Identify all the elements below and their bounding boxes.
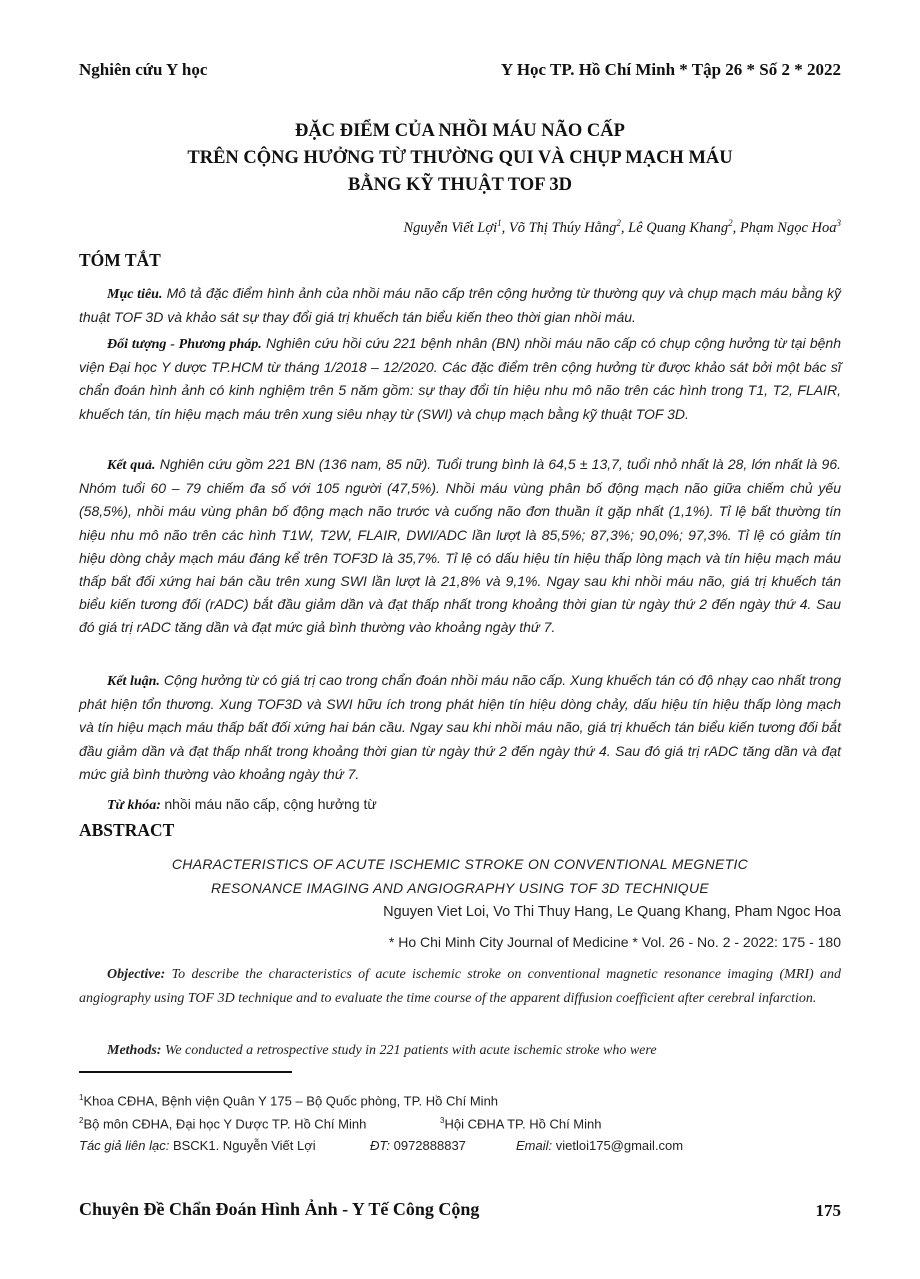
title-line-3: BẰNG KỸ THUẬT TOF 3D: [347, 175, 573, 195]
english-methods-paragraph: [79, 1039, 841, 1063]
keywords: [107, 796, 377, 814]
footnote-1-mark: 1: [79, 1093, 84, 1102]
author-1: Nguyễn Viết Lợi: [403, 219, 498, 236]
phone-value: 0972888837: [393, 1138, 466, 1153]
email-label: Email:: [516, 1138, 553, 1153]
footnote-2-text: Bộ môn CĐHA, Đại học Y Dược TP. Hồ Chí Minh: [83, 1116, 367, 1132]
english-methods-label: Methods:: [107, 1043, 162, 1058]
email-line: [516, 1138, 683, 1153]
english-methods-text: We conducted a retrospective study in 221 patients with acute ischemic stroke who were: [164, 1043, 657, 1058]
footnote-1: [79, 1093, 498, 1108]
phone-label: ĐT:: [370, 1138, 390, 1153]
english-authors: Nguyen Viet Loi, Vo Thi Thuy Hang, Le Quang Khang, Pham Ngoc Hoa: [383, 904, 841, 920]
author-3-affil: 2: [728, 218, 733, 228]
methods-text: Nghiên cứu hồi cứu 221 bệnh nhân (BN) nhồi máu não cấp có chụp cộng hưởng từ tại bệnh viện Đại học Y dược TP.HCM từ tháng 1/2018 – 12/2020. Các đặc điểm trên cộng hưởng từ được khảo sát bởi một bác sĩ chẩn đoán hình ảnh có kinh nghiệm trên 5 năm gồm: sự thay đổi tín hiệu nhu mô não trên các hình trong T1, T2, FLAIR, khuếch tán, tín hiệu mạch máu trên xung siêu nhạy từ (SWI) và chụp mạch bằng kỹ thuật TOF 3D.: [79, 335, 842, 422]
contact-label: Tác giả liên lạc:: [79, 1138, 170, 1153]
english-objective-text: To describe the characteristics of acute ischemic stroke on conventional magnetic resonance imaging (MRI) and angiography using TOF 3D technique and to evaluate the time course of the apparent diffusion coefficient after cerebral infarction.: [79, 967, 842, 1006]
methods-paragraph: [79, 332, 841, 426]
page-number: 175: [815, 1201, 841, 1220]
keywords-text: nhồi máu não cấp, cộng hưởng từ: [164, 796, 377, 812]
author-4-affil: 3: [836, 218, 841, 228]
objective-label: Mục tiêu.: [107, 287, 163, 302]
author-4: Phạm Ngọc Hoa: [739, 219, 837, 236]
english-citation: * Ho Chi Minh City Journal of Medicine * Vol. 26 - No. 2 - 2022: 175 - 180: [388, 934, 841, 950]
objective-paragraph: [79, 282, 841, 329]
contact-line: [79, 1138, 316, 1153]
header-journal-info: Y Học TP. Hồ Chí Minh * Tập 26 * Số 2 * 2022: [500, 60, 841, 79]
running-header: [79, 60, 841, 84]
english-title: [79, 852, 841, 900]
footnote-2-mark: 2: [79, 1116, 84, 1125]
footnote-3: [440, 1116, 601, 1131]
author-3: Lê Quang Khang: [628, 219, 729, 236]
author-1-affil: 1: [497, 218, 502, 228]
title-line-2: TRÊN CỘNG HƯỞNG TỪ THƯỜNG QUI VÀ CHỤP MẠCH MÁU: [187, 148, 733, 168]
methods-label: Đối tượng - Phương pháp.: [107, 337, 262, 352]
footnote-1-text: Khoa CĐHA, Bệnh viện Quân Y 175 – Bộ Quốc phòng, TP. Hồ Chí Minh: [83, 1093, 499, 1109]
results-text: Nghiên cứu gồm 221 BN (136 nam, 85 nữ). Tuổi trung bình là 64,5 ± 13,7, tuổi nhỏ nhất là 28, lớn nhất là 96. Nhóm tuổi 60 – 79 chiếm đa số với 105 người (47,5%). Nhồi máu vùng phân bố động mạch não giữa chiếm chủ yếu (58,5%), nhồi máu vùng phân bố động mạch não trước và cuống não đơn thuần ít gặp nhất (1,1%). Tỉ lệ bất thường tín hiệu nhu mô não trên các hình T1W, T2W, FLAIR, DWI/ADC lần lượt là 85,5%; 87,3%; 90,0%; 97,3%. Tỉ lệ có giảm tín hiệu dòng chảy mạch máu đáng kể trên TOF3D là 35,7%. Tỉ lệ có dấu hiệu tín hiệu thấp lòng mạch và tín hiệu mạch máu thấp bất đối xứng hai bán cầu trên xung SWI lần lượt là 21,8% và 9,1%. Ngay sau khi nhồi máu não, giá trị khuếch tán biểu kiến tương đối (rADC) bắt đầu giảm dần và đạt thấp nhất trong khoảng thời gian từ ngày thứ 2 đến ngày thứ 4. Sau đó giá trị rADC tăng dần và đạt mức giả bình thường vào khoảng ngày thứ 7.: [79, 456, 841, 636]
phone-line: [370, 1138, 466, 1153]
conclusion-text: Cộng hưởng từ có giá trị cao trong chẩn đoán nhồi máu não cấp. Xung khuếch tán có độ nhạy cao nhất trong phát hiện tổn thương. Xung TOF3D và SWI hữu ích trong phát hiện tín hiệu dòng chảy, dấu hiệu tín hiệu thấp lòng mạch và tín hiệu mạch máu thấp bất đối xứng hai bán cầu. Ngay sau khi nhồi máu não, giá trị khuếch tán biểu kiến tương đối bắt đầu giảm dần và đạt thấp nhất trong khoảng thời gian từ ngày thứ 2 đến ngày thứ 4. Sau đó giá trị rADC tăng dần và đạt mức giả bình thường vào khoảng ngày thứ 7.: [79, 672, 842, 782]
english-objective-paragraph: [79, 963, 841, 1011]
abstract-en-heading: ABSTRACT: [79, 820, 175, 840]
english-objective-label: Objective:: [107, 967, 166, 982]
footnote-3-text: Hội CĐHA TP. Hồ Chí Minh: [444, 1116, 602, 1132]
results-label: Kết quả.: [107, 458, 156, 473]
author-list: Nguyễn Viết Lợi$^1$, Võ Thị Thúy Hằng$^2$, Lê Quang Khang$^2$, Phạm Ngọc Hoa$^3$: [403, 218, 841, 236]
conclusion-label: Kết luận.: [107, 674, 160, 689]
conclusion-paragraph: [79, 669, 841, 786]
article-title: [79, 118, 841, 199]
email-value: vietloi175@gmail.com: [555, 1138, 684, 1153]
title-line-1: ĐẶC ĐIỂM CỦA NHỒI MÁU NÃO CẤP: [295, 121, 625, 141]
header-section-label: Nghiên cứu Y học: [79, 60, 208, 79]
author-2: Võ Thị Thúy Hằng: [508, 219, 617, 236]
keywords-label: Từ khóa:: [107, 798, 161, 813]
footnote-2: [79, 1116, 366, 1131]
english-title-line-2: RESONANCE IMAGING AND ANGIOGRAPHY USING TOF 3D TECHNIQUE: [210, 880, 710, 896]
footnote-3-mark: 3: [440, 1116, 445, 1125]
contact-name: BSCK1. Nguyễn Viết Lợi: [172, 1138, 316, 1153]
results-paragraph: [79, 453, 841, 640]
author-2-affil: 2: [616, 218, 621, 228]
english-title-line-1: CHARACTERISTICS OF ACUTE ISCHEMIC STROKE ON CONVENTIONAL MEGNETIC: [171, 856, 749, 872]
footer-issue-title: Chuyên Đề Chẩn Đoán Hình Ảnh - Y Tế Công Cộng: [79, 1199, 480, 1219]
abstract-vi-heading: TÓM TẮT: [79, 250, 161, 270]
footnote-divider: [79, 1071, 292, 1073]
objective-text: Mô tả đặc điểm hình ảnh của nhồi máu não cấp trên cộng hưởng từ thường quy và chụp mạch máu bằng kỹ thuật TOF 3D và khảo sát sự thay đổi giá trị khuếch tán biểu kiến theo thời gian nhồi máu.: [79, 285, 842, 326]
